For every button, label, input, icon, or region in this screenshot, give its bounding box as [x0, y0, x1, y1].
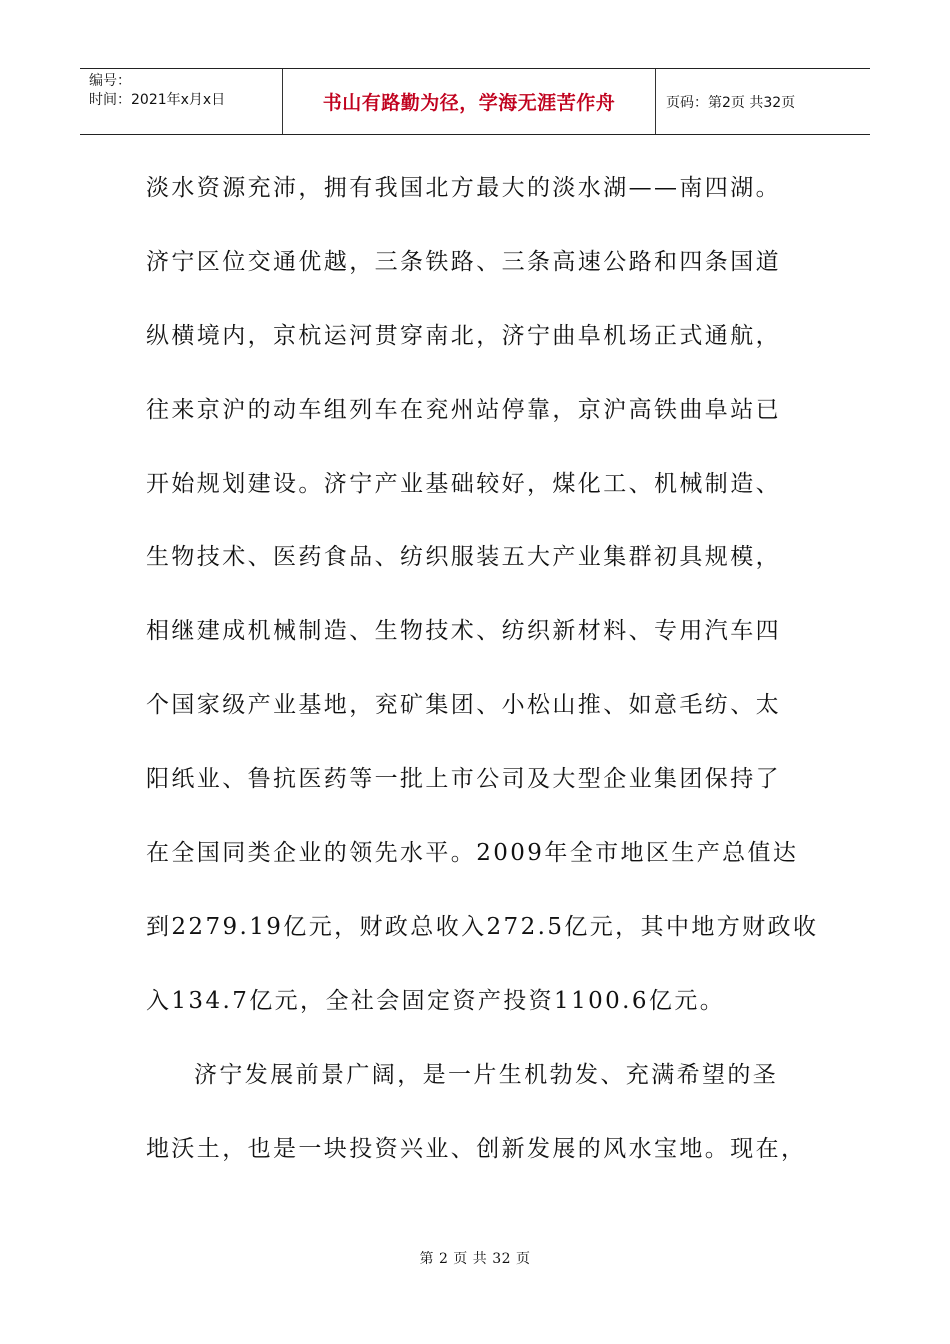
header-motto: 书山有路勤为径，学海无涯苦作舟 [322, 92, 616, 114]
body-line: 个国家级产业基地，兖矿集团、小松山推、如意毛纺、太 [146, 692, 781, 719]
body-line: 入134.7亿元，全社会固定资产投资1100.6亿元。 [146, 987, 726, 1014]
body-line: 开始规划建设。济宁产业基础较好，煤化工、机械制造、 [146, 470, 781, 497]
page-footer: 第 2 页 共 32 页 [419, 1251, 531, 1267]
document-header [80, 68, 870, 135]
document-body [146, 152, 818, 1186]
body-line: 相继建成机械制造、生物技术、纺织新材料、专用汽车四 [146, 618, 781, 645]
body-line: 济宁区位交通优越，三条铁路、三条高速公路和四条国道 [146, 248, 781, 275]
serial-number-label: 编号： [89, 73, 131, 89]
body-line: 往来京沪的动车组列车在兖州站停靠，京沪高铁曲阜站已 [146, 396, 781, 423]
body-line: 在全国同类企业的领先水平。2009年全市地区生产总值达 [146, 840, 799, 867]
body-line: 地沃土，也是一块投资兴业、创新发展的风水宝地。现在， [146, 1135, 807, 1162]
header-meta [80, 69, 282, 134]
header-page-info: 页码：第2页 共32页 [666, 94, 796, 111]
body-line: 纵横境内，京杭运河贯穿南北，济宁曲阜机场正式通航， [146, 322, 781, 349]
body-line: 淡水资源充沛，拥有我国北方最大的淡水湖——南四湖。 [146, 175, 781, 201]
body-line: 到2279.19亿元，财政总收入272.5亿元，其中地方财政收 [146, 913, 819, 940]
paragraph-start-line: 济宁发展前景广阔，是一片生机勃发、充满希望的圣 [194, 1061, 779, 1088]
body-line: 生物技术、医药食品、纺织服装五大产业集群初具规模， [146, 544, 781, 571]
date-label: 时间：2021年x月x日 [89, 92, 226, 108]
body-line: 阳纸业、鲁抗医药等一批上市公司及大型企业集团保持了 [146, 766, 781, 793]
